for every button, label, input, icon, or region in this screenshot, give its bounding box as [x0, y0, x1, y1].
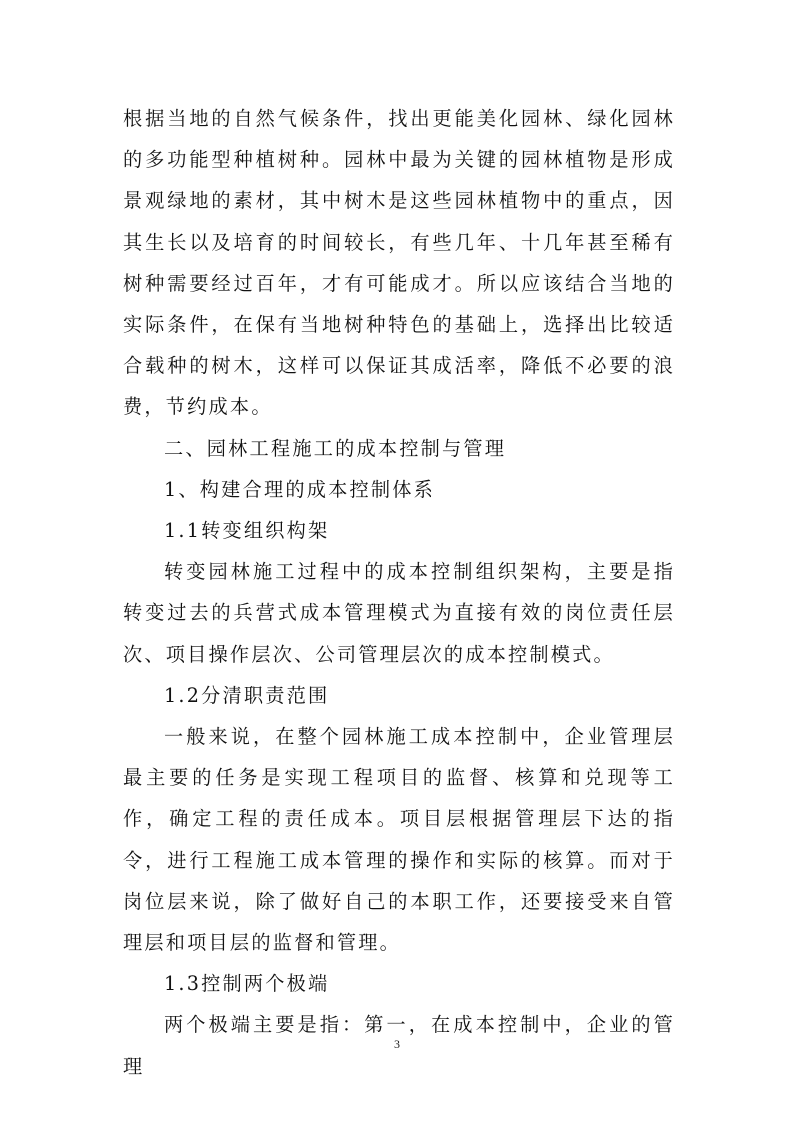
page-number: 3	[394, 1037, 400, 1051]
subsection-heading-1-3: 1.3控制两个极端	[164, 972, 330, 996]
subsection-heading-1: 1、构建合理的成本控制体系	[164, 477, 436, 501]
paragraph-1: 根据当地的自然气候条件，找出更能美化园林、绿化园林的多功能型种植树种。园林中最为关键的园林植物是形成景观绿地的素材，其中树木是这些园林植物中的重点，因其生长以及培育的时间较长，有些几年、十几年甚至稀有树种需要经过百年，才有可能成才。所以应该结合当地的实际条件，在保有当地树种特色的基础上，选择出比较适合载种的树木，这样可以保证其成活率，降低不必要的浪费，节约成本。	[123, 107, 675, 419]
paragraph-3: 一般来说，在整个园林施工成本控制中，企业管理层最主要的任务是实现工程项目的监督、核算和兑现等工作，确定工程的责任成本。项目层根据管理层下达的指令，进行工程施工成本管理的操作和实际的核算。而对于岗位层来说，除了做好自己的本职工作，还要接受来自管理层和项目层的监督和管理。	[123, 725, 675, 955]
subsection-heading-1-1: 1.1转变组织构架	[164, 519, 330, 543]
section-heading-2: 二、园林工程施工的成本控制与管理	[164, 436, 507, 460]
subsection-heading-1-2: 1.2分清职责范围	[164, 683, 330, 707]
paragraph-2: 转变园林施工过程中的成本控制组织架构，主要是指转变过去的兵营式成本管理模式为直接有效的岗位责任层次、项目操作层次、公司管理层次的成本控制模式。	[123, 560, 675, 666]
document-body	[123, 98, 675, 1087]
paragraph-4: 两个极端主要是指：第一，在成本控制中，企业的管理	[123, 1013, 675, 1078]
